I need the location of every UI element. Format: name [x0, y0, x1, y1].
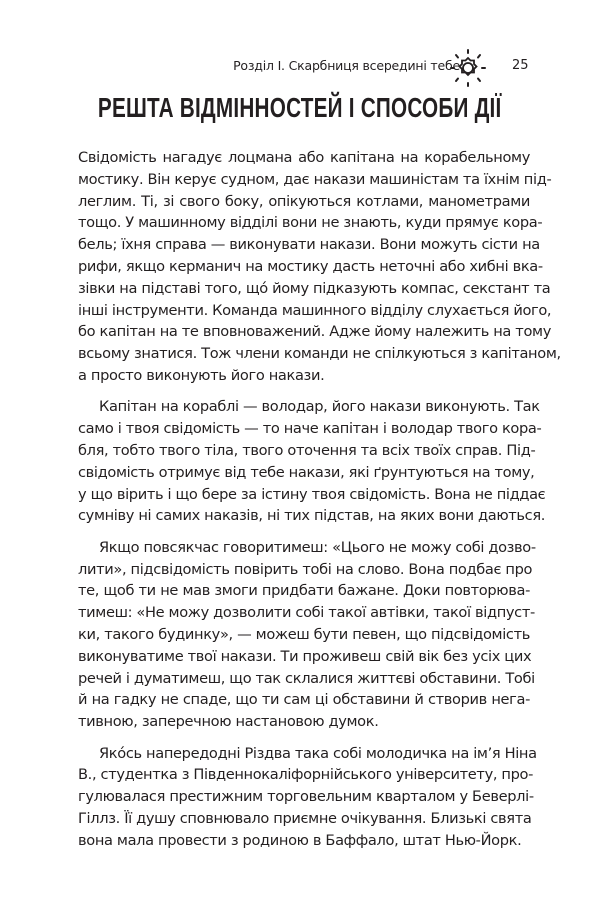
- paragraph: [78, 743, 537, 852]
- text-line: Свідомість нагадує лоцмана або капітана на корабельному: [78, 149, 530, 166]
- text-line: всьому знатися. Тож члени команди не спілкуються з капітаном,: [78, 345, 561, 363]
- text-line: інші інструменти. Команда машинного відділу слухається його,: [78, 301, 552, 319]
- running-head: Розділ І. Скарбниця всередині тебе: [233, 58, 460, 73]
- text-line: лити», підсвідомість повірить тобі на слово. Вона подбає про: [78, 560, 533, 578]
- text-line: у що вірить і що бере за істину твоя свідомість. Вона не піддає: [78, 485, 546, 503]
- text-line: те, щоб ти не мав змоги придбати бажане. Доки повторюва-: [78, 582, 530, 600]
- text-line: тимеш: «Не можу дозволити собі такої автівки, такої відпуст-: [78, 604, 535, 622]
- paragraph: [78, 147, 561, 387]
- text-line: бля, тобто твого тіла, твого оточення та всіх твоїх справ. Під-: [78, 441, 536, 459]
- text-line: В., студентка з Південнокаліфорнійського університету, про-: [78, 766, 534, 784]
- text-line: Гіллз. Її душу сповнювало приємне очікування. Близькі свята: [78, 809, 532, 827]
- text-line: сумніву ні самих наказів, ні тих підстав, на яких вони даються.: [78, 507, 546, 525]
- text-line: свідомість отримує від тебе накази, які ґрунтуються на тому,: [78, 463, 535, 481]
- text-line: леглим. Ті, зі свого боку, опікуються котлами, манометрами: [78, 192, 530, 210]
- text-line: Капітан на кораблі — володар, його накази виконують. Так: [99, 398, 540, 416]
- text-line: бо капітан на те вповноважений. Адже йому належить на тому: [78, 323, 551, 341]
- paragraph: [78, 396, 546, 527]
- paragraph: [78, 537, 536, 733]
- text-line: зівки на підставі того, щó йому підказують компас, секстант та: [78, 279, 551, 297]
- text-line: гулювалася престижним торговельним кварталом у Беверлі-: [78, 788, 534, 806]
- body-text: [78, 147, 561, 861]
- text-line: речей і думатимеш, що так склалися життєві обставини. Тобі: [78, 669, 535, 687]
- text-line: й на гадку не спаде, що ти сам ці обставини й створив нега-: [78, 691, 530, 709]
- text-line: Якóсь напередодні Різдва така собі молодичка на ім’я Ніна: [99, 744, 537, 762]
- text-line: бель; їхня справа — виконувати накази. Вони можуть сісти на: [78, 236, 540, 254]
- text-line: виконуватиме твої накази. Ти проживеш свій вік без усіх цих: [78, 647, 532, 665]
- text-line: мостику. Він керує судном, дає накази машиністам та їхнім під-: [78, 170, 552, 188]
- text-line: тощо. У машинному відділі вони не знають, куди прямує кора-: [78, 214, 543, 232]
- page-number: 25: [512, 58, 529, 73]
- text-line: рифи, якщо керманич на мостику дасть неточні або хибні вка-: [78, 257, 543, 275]
- text-line: вона мала провести з родиною в Баффало, штат Нью-Йорк.: [78, 831, 522, 849]
- text-line: тивною, заперечною настановою думок.: [78, 713, 379, 731]
- section-title: РЕШТА ВІДМІННОСТЕЙ І СПОСОБИ ДІЇ: [98, 92, 502, 123]
- text-line: ки, такого будинку», — можеш бути певен, що підсвідомість: [78, 625, 530, 643]
- text-line: а просто виконують його накази.: [78, 366, 325, 384]
- sun-gear-icon: [448, 48, 488, 88]
- text-line: Якщо повсякчас говоритимеш: «Цього не можу собі дозво-: [99, 538, 536, 556]
- text-line: само і твоя свідомість — то наче капітан і володар твого кора-: [78, 420, 542, 438]
